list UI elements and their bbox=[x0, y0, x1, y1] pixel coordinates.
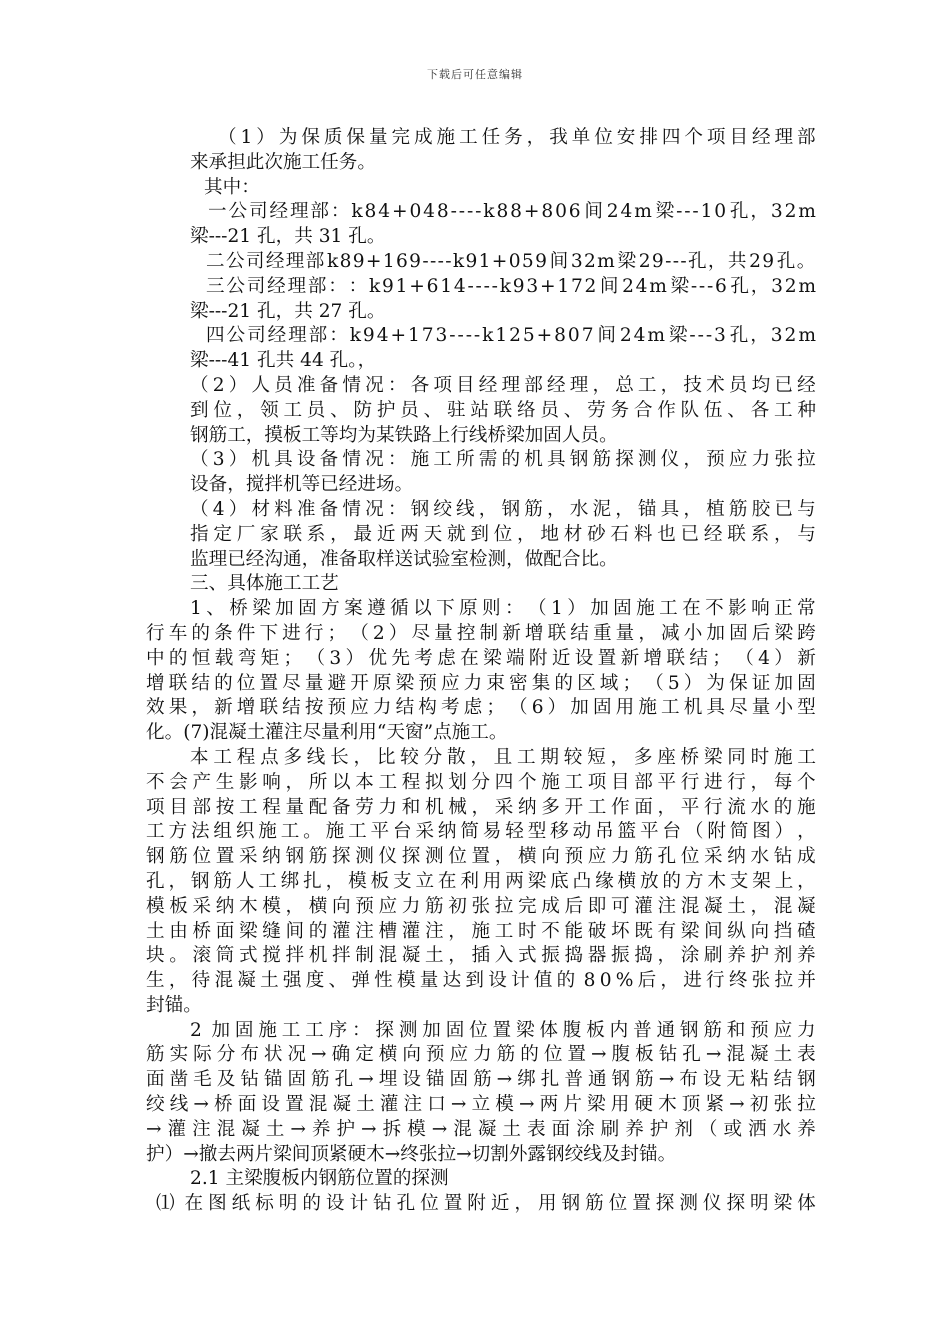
text-line: 二 公 司 经 理 部 k 8 9 + 1 6 9 - - - - k 9 1 + 0 5 9 间 3 2 m 梁 2 9 - - - 孔 ， 共 2 9 孔 。 bbox=[206, 250, 816, 272]
text-line: 块 。 滚 筒 式 搅 拌 机 拌 制 混 凝 土 ， 插 入 式 振 捣 器 振 捣 ， 涂 刷 养 护 剂 养 bbox=[146, 945, 816, 967]
text-line: 监理已经沟通，准备取样送试验室检测，做配合比。 bbox=[190, 548, 618, 570]
text-line: （ 4 ） 材 料 准 备 情 况 ： 钢 绞 线 ， 钢 筋 ， 水 泥 ， 锚 具 ， 植 筋 胶 已 与 bbox=[190, 498, 816, 520]
text-line: （ 2 ） 人 员 准 备 情 况 ： 各 项 目 经 理 部 经 理 ， 总 工 ， 技 术 员 均 已 经 bbox=[190, 374, 816, 396]
text-line: 化。(7)混凝土灌注尽量利用“天窗”点施工。 bbox=[146, 722, 508, 744]
text-line: 绞 线 → 桥 面 设 置 混 凝 土 灌 注 口 → 立 模 → 两 片 梁 用 硬 木 顶 紧 → 初 张 拉 bbox=[146, 1094, 816, 1116]
text-line: 四 公 司 经 理 部 ： k 9 4 + 1 7 3 - - - - k 1 2 5 + 8 0 7 间 2 4 m 梁 - - - 3 孔 ， 3 2 m bbox=[206, 325, 816, 347]
text-line: 钢 筋 位 置 采 纳 钢 筋 探 测 仪 探 测 位 置 ， 横 向 预 应 力 筋 孔 位 采 纳 水 钻 成 bbox=[146, 846, 816, 868]
text-line: 三、具体施工工艺 bbox=[190, 573, 339, 595]
text-line: 项 目 部 按 工 程 量 配 备 劳 力 和 机 械 ， 采 纳 多 开 工 作 面 ， 平 行 流 水 的 施 bbox=[146, 796, 816, 818]
text-line: 1 、 桥 梁 加 固 方 案 遵 循 以 下 原 则 ： （ 1 ） 加 固 施 工 在 不 影 响 正 常 bbox=[190, 598, 816, 620]
text-line: 不 会 产 生 影 响 ， 所 以 本 工 程 拟 划 分 四 个 施 工 项 目 部 平 行 进 行 ， 每 个 bbox=[146, 771, 816, 793]
text-line: → 灌 注 混 凝 土 → 养 护 → 拆 模 → 混 凝 土 表 面 涂 刷 养 护 剂 （ 或 洒 水 养 bbox=[146, 1118, 816, 1140]
text-line: 行 车 的 条 件 下 进 行 ； （ 2 ） 尽 量 控 制 新 增 联 结 重 量 ， 减 小 加 固 后 梁 跨 bbox=[146, 622, 816, 644]
text-line: 到 位 ， 领 工 员 、 防 护 员 、 驻 站 联 络 员 、 劳 务 合 作 队 伍 、 各 工 种 bbox=[190, 399, 816, 421]
text-line: 来承担此次施工任务。 bbox=[190, 151, 376, 173]
text-line: 护）→撤去两片梁间顶紧硬木→终张拉→切割外露钢绞线及封锚。 bbox=[146, 1143, 677, 1165]
text-line: （ 3 ） 机 具 设 备 情 况 ： 施 工 所 需 的 机 具 钢 筋 探 测 仪 ， 预 应 力 张 拉 bbox=[190, 449, 816, 471]
text-line: 2 加 固 施 工 工 序 ： 探 测 加 固 位 置 梁 体 腹 板 内 普 通 钢 筋 和 预 应 力 bbox=[190, 1019, 816, 1041]
text-line: 梁---41 孔共 44 孔。， bbox=[190, 350, 377, 372]
text-line: 一 公 司 经 理 部 ： k 8 4 + 0 4 8 - - - - k 8 8 + 8 0 6 间 2 4 m 梁 - - - 1 0 孔 ， 3 2 m bbox=[208, 201, 816, 223]
text-line: 封锚。 bbox=[146, 994, 202, 1016]
text-line: ⑴ 在 图 纸 标 明 的 设 计 钻 孔 位 置 附 近 ， 用 钢 筋 位 置 探 测 仪 探 明 梁 体 bbox=[156, 1193, 816, 1215]
text-line: 孔 ， 钢 筋 人 工 绑 扎 ， 模 板 支 立 在 利 用 两 梁 底 凸 缘 横 放 的 方 木 支 架 上 ， bbox=[146, 870, 816, 892]
page-header: 下载后可任意编辑 bbox=[427, 68, 523, 81]
text-line: 2.1 主梁腹板内钢筋位置的探测 bbox=[190, 1168, 449, 1190]
text-line: 效 果 ， 新 增 联 结 按 预 应 力 结 构 考 虑 ； （ 6 ） 加 固 用 施 工 机 具 尽 量 小 型 bbox=[146, 697, 816, 719]
document-body bbox=[146, 126, 816, 1217]
text-line: （ 1 ） 为 保 质 保 量 完 成 施 工 任 务 ， 我 单 位 安 排 四 个 项 目 经 理 部 bbox=[218, 127, 816, 148]
text-line: 生 ， 待 混 凝 土 强 度 、 弹 性 模 量 达 到 设 计 值 的 8 0 % 后 ， 进 行 终 张 拉 并 bbox=[146, 970, 816, 992]
text-line: 其中： bbox=[204, 176, 260, 198]
text-line: 模 板 采 纳 木 模 ， 横 向 预 应 力 筋 初 张 拉 完 成 后 即 可 灌 注 混 凝 土 ， 混 凝 bbox=[146, 895, 816, 917]
text-line: 中 的 恒 载 弯 矩 ； （ 3 ） 优 先 考 虑 在 梁 端 附 近 设 置 新 增 联 结 ； （ 4 ） 新 bbox=[146, 647, 816, 669]
text-line: 指 定 厂 家 联 系 ， 最 近 两 天 就 到 位 ， 地 材 砂 石 料 也 已 经 联 系 ， 与 bbox=[190, 523, 816, 545]
text-line: 增 联 结 的 位 置 尽 量 避 开 原 梁 预 应 力 束 密 集 的 区 域 ； （ 5 ） 为 保 证 加 固 bbox=[146, 672, 816, 694]
text-line: 钢筋工，摸板工等均为某铁路上行线桥梁加固人员。 bbox=[190, 424, 618, 446]
text-line: 梁---21 孔，共 31 孔。 bbox=[190, 226, 386, 248]
text-line: 设备，搅拌机等已经进场。 bbox=[190, 474, 414, 496]
text-line: 梁---21 孔，共 27 孔。 bbox=[190, 300, 386, 322]
text-line: 工 方 法 组 织 施 工 。 施 工 平 台 采 纳 简 易 轻 型 移 动 吊 篮 平 台 （ 附 简 图 ） ， bbox=[146, 821, 816, 843]
text-line: 本 工 程 点 多 线 长 ， 比 较 分 散 ， 且 工 期 较 短 ， 多 座 桥 梁 同 时 施 工 bbox=[190, 746, 816, 768]
text-line: 面 凿 毛 及 钻 锚 固 筋 孔 → 埋 设 锚 固 筋 → 绑 扎 普 通 钢 筋 → 布 设 无 粘 结 钢 bbox=[146, 1069, 816, 1091]
text-line: 筋 实 际 分 布 状 况 → 确 定 横 向 预 应 力 筋 的 位 置 → 腹 板 钻 孔 → 混 凝 土 表 bbox=[146, 1044, 816, 1066]
text-line: 土 由 桥 面 梁 缝 间 的 灌 注 槽 灌 注 ， 施 工 时 不 能 破 坏 既 有 梁 间 纵 向 挡 碴 bbox=[146, 920, 816, 942]
text-line: 三 公 司 经 理 部 ： ： k 9 1 + 6 1 4 - - - - k 9 3 + 1 7 2 间 2 4 m 梁 - - - 6 孔 ， 3 2 m bbox=[206, 275, 816, 297]
